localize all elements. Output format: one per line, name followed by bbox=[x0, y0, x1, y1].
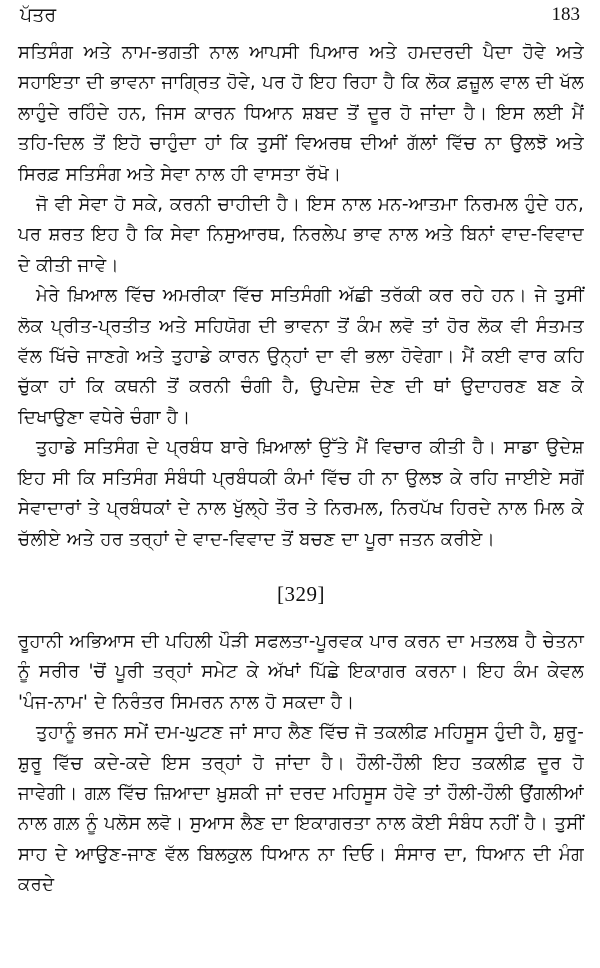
paragraph: ਰੂਹਾਨੀ ਅਭਿਆਸ ਦੀ ਪਹਿਲੀ ਪੌੜੀ ਸਫਲਤਾ-ਪੂਰਵਕ ਪਾਰ ਕਰਨ ਦਾ ਮਤਲਬ ਹੈ ਚੇਤਨਾ ਨੂੰ ਸਰੀਰ 'ਚੋਂ ਪੂਰੀ ਤਰ੍ਹਾਂ ਸਮੇਟ ਕੇ ਅੱਖਾਂ ਪਿੱਛੇ ਇਕਾਗਰ ਕਰਨਾ। ਇਹ ਕੰਮ ਕੇਵਲ 'ਪੰਜ-ਨਾਮ' ਦੇ ਨਿਰੰਤਰ ਸਿਮਰਨ ਨਾਲ ਹੋ ਸਕਦਾ ਹੈ। bbox=[18, 630, 584, 713]
paragraph: ਤੁਹਾਨੂੰ ਭਜਨ ਸਮੇਂ ਦਮ-ਘੁਟਣ ਜਾਂ ਸਾਹ ਲੈਣ ਵਿੱਚ ਜੋ ਤਕਲੀਫ਼ ਮਹਿਸੂਸ ਹੁੰਦੀ ਹੈ, ਸ਼ੁਰੂ-ਸ਼ੁਰੂ ਵਿੱਚ ਕਦੇ-ਕਦੇ ਇਸ ਤਰ੍ਹਾਂ ਹੋ ਜਾਂਦਾ ਹੈ। ਹੌਲੀ-ਹੌਲੀ ਇਹ ਤਕਲੀਫ਼ ਦੂਰ ਹੋ ਜਾਵੇਗੀ। ਗਲ਼ ਵਿੱਚ ਜ਼ਿਆਦਾ ਖ਼ੁਸ਼ਕੀ ਜਾਂ ਦਰਦ ਮਹਿਸੂਸ ਹੋਵੇ ਤਾਂ ਹੌਲੀ-ਹੌਲੀ ਉਂਗਲੀਆਂ ਨਾਲ ਗਲ਼ ਨੂੰ ਪਲੋਸ ਲਵੋ। ਸੁਆਸ ਲੈਣ ਦਾ ਇਕਾਗਰਤਾ ਨਾਲ ਕੋਈ ਸੰਬੰਧ ਨਹੀਂ ਹੈ। ਤੁਸੀਂ ਸਾਹ ਦੇ ਆਉਣ-ਜਾਣ ਵੱਲ ਬਿਲਕੁਲ ਧਿਆਨ ਨਾ ਦਿਓ। ਸੰਸਾਰ ਦਾ, ਧਿਆਨ ਦੀ ਮੰਗ ਕਰਦੇ bbox=[18, 722, 584, 896]
letter-329-body bbox=[18, 627, 584, 901]
letter-number-heading: [329] bbox=[277, 581, 325, 606]
letter-328-body bbox=[18, 38, 584, 555]
paragraph: ਜੋ ਵੀ ਸੇਵਾ ਹੋ ਸਕੇ, ਕਰਨੀ ਚਾਹੀਦੀ ਹੈ। ਇਸ ਨਾਲ ਮਨ-ਆਤਮਾ ਨਿਰਮਲ ਹੁੰਦੇ ਹਨ, ਪਰ ਸ਼ਰਤ ਇਹ ਹੈ ਕਿ ਸੇਵਾ ਨਿਸੁਆਰਥ, ਨਿਰਲੇਪ ਭਾਵ ਨਾਲ ਅਤੇ ਬਿਨਾਂ ਵਾਦ-ਵਿਵਾਦ ਦੇ ਕੀਤੀ ਜਾਵੇ। bbox=[18, 194, 584, 276]
page-number: 183 bbox=[551, 4, 580, 25]
running-header bbox=[18, 4, 584, 38]
paragraph: ਸਤਿਸੰਗ ਅਤੇ ਨਾਮ-ਭਗਤੀ ਨਾਲ ਆਪਸੀ ਪਿਆਰ ਅਤੇ ਹਮਦਰਦੀ ਪੈਦਾ ਹੋਵੇ ਅਤੇ ਸਹਾਇਤਾ ਦੀ ਭਾਵਨਾ ਜਾਗ੍ਰਿਤ ਹੋਵੇ, ਪਰ ਹੋ ਇਹ ਰਿਹਾ ਹੈ ਕਿ ਲੋਕ ਫ਼ਜ਼ੂਲ ਵਾਲ ਦੀ ਖੱਲ ਲਾਹੁੰਦੇ ਰਹਿੰਦੇ ਹਨ, ਜਿਸ ਕਾਰਨ ਧਿਆਨ ਸ਼ਬਦ ਤੋਂ ਦੂਰ ਹੋ ਜਾਂਦਾ ਹੈ। ਇਸ ਲਈ ਮੈਂ ਤਹਿ-ਦਿਲ ਤੋਂ ਇਹੋ ਚਾਹੁੰਦਾ ਹਾਂ ਕਿ ਤੁਸੀਂ ਵਿਅਰਥ ਦੀਆਂ ਗੱਲਾਂ ਵਿੱਚ ਨਾ ਉਲਝੋ ਅਤੇ ਸਿਰਫ਼ ਸਤਿਸੰਗ ਅਤੇ ਸੇਵਾ ਨਾਲ ਹੀ ਵਾਸਤਾ ਰੱਖੋ। bbox=[18, 42, 584, 185]
running-title: ਪੱਤਰ bbox=[20, 4, 57, 26]
paragraph: ਮੇਰੇ ਖ਼ਿਆਲ ਵਿੱਚ ਅਮਰੀਕਾ ਵਿੱਚ ਸਤਿਸੰਗੀ ਅੱਛੀ ਤਰੱਕੀ ਕਰ ਰਹੇ ਹਨ। ਜੇ ਤੁਸੀਂ ਲੋਕ ਪ੍ਰੀਤ-ਪ੍ਰਤੀਤ ਅਤੇ ਸਹਿਯੋਗ ਦੀ ਭਾਵਨਾ ਤੋਂ ਕੰਮ ਲਵੋ ਤਾਂ ਹੋਰ ਲੋਕ ਵੀ ਸੰਤਮਤ ਵੱਲ ਖਿੱਚੇ ਜਾਣਗੇ ਅਤੇ ਤੁਹਾਡੇ ਕਾਰਨ ਉਨ੍ਹਾਂ ਦਾ ਵੀ ਭਲਾ ਹੋਵੇਗਾ। ਮੈਂ ਕਈ ਵਾਰ ਕਹਿ ਚੁੱਕਾ ਹਾਂ ਕਿ ਕਥਨੀ ਤੋਂ ਕਰਨੀ ਚੰਗੀ ਹੈ, ਉਪਦੇਸ਼ ਦੇਣ ਦੀ ਥਾਂ ਉਦਾਹਰਣ ਬਣ ਕੇ ਦਿਖਾਉਣਾ ਵਧੇਰੇ ਚੰਗਾ ਹੈ। bbox=[18, 285, 584, 428]
paragraph: ਤੁਹਾਡੇ ਸਤਿਸੰਗ ਦੇ ਪ੍ਰਬੰਧ ਬਾਰੇ ਖ਼ਿਆਲਾਂ ਉੱਤੇ ਮੈਂ ਵਿਚਾਰ ਕੀਤੀ ਹੈ। ਸਾਡਾ ਉਦੇਸ਼ ਇਹ ਸੀ ਕਿ ਸਤਿਸੰਗ ਸੰਬੰਧੀ ਪ੍ਰਬੰਧਕੀ ਕੰਮਾਂ ਵਿੱਚ ਹੀ ਨਾ ਉਲਝ ਕੇ ਰਹਿ ਜਾਈਏ ਸਗੋਂ ਸੇਵਾਦਾਰਾਂ ਤੇ ਪ੍ਰਬੰਧਕਾਂ ਦੇ ਨਾਲ ਖੁੱਲ੍ਹੇ ਤੌਰ ਤੇ ਨਿਰਮਲ, ਨਿਰਪੱਖ ਹਿਰਦੇ ਨਾਲ ਮਿਲ ਕੇ ਚੱਲੀਏ ਅਤੇ ਹਰ ਤਰ੍ਹਾਂ ਦੇ ਵਾਦ-ਵਿਵਾਦ ਤੋਂ ਬਚਣ ਦਾ ਪੂਰਾ ਜਤਨ ਕਰੀਏ। bbox=[18, 437, 584, 550]
